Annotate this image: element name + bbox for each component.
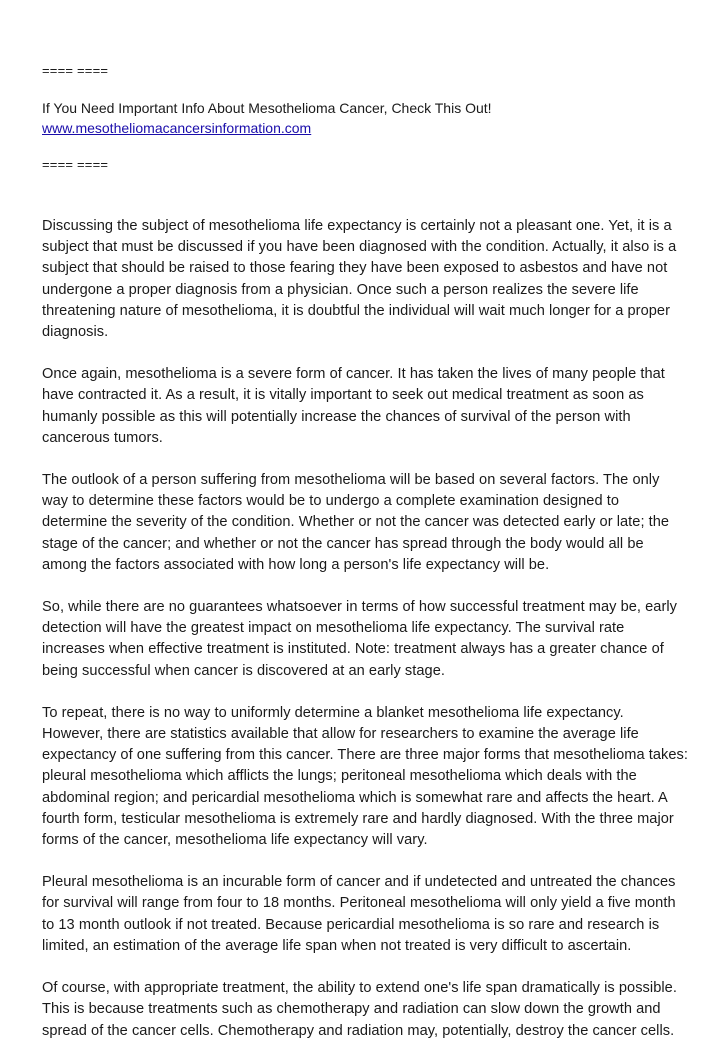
- website-link[interactable]: www.mesotheliomacancersinformation.com: [42, 120, 312, 136]
- paragraph: Discussing the subject of mesothelioma life expectancy is certainly not a pleasant one. Yet, it is a subject that must be discussed if you have been diagnosed with the condition. Actually, it also is a subject that should be raised to those fearing they have been exposed to asbestos and have not undergone a proper diagnosis from a physician. Once such a person realizes the severe life threatening nature of mesothelioma, it is doubtful the individual will wait much longer for a proper diagnosis.: [42, 218, 677, 341]
- paragraph: Of course, with appropriate treatment, the ability to extend one's life span dramatically is possible. This is because treatments such as chemotherapy and radiation can slow down the growth and spread of the cancer cells. Chemotherapy and radiation may, potentially, destroy the cancer cells.: [42, 980, 677, 1039]
- separator-top: ==== ====: [42, 63, 109, 78]
- paragraph: So, while there are no guarantees whatsoever in terms of how successful treatment may be, early detection will have the greatest impact on mesothelioma life expectancy. The survival rate increases when effective treatment is instituted. Note: treatment always has a greater chance of being successful when cancer is discovered at an early stage.: [42, 599, 678, 679]
- paragraph: The outlook of a person suffering from mesothelioma will be based on several factors. The only way to determine these factors would be to undergo a complete examination designed to determine the severity of the condition. Whether or not the cancer was detected early or late; the stage of the cancer; and whether or not the cancer has spread through the body would all be among the factors associated with how long a person's life expectancy will be.: [42, 472, 670, 573]
- paragraph: Once again, mesothelioma is a severe form of cancer. It has taken the lives of many people that have contracted it. As a result, it is vitally important to seek out medical treatment as soon as humanly possible as this will potentially increase the chances of survival of the person with cancerous tumors.: [42, 366, 665, 446]
- article-body: [42, 216, 688, 1042]
- separator-bottom: ==== ====: [42, 157, 109, 172]
- promo-title: If You Need Important Info About Mesothelioma Cancer, Check This Out!: [42, 100, 492, 116]
- paragraph: Pleural mesothelioma is an incurable form of cancer and if undetected and untreated the chances for survival will range from four to 18 months. Peritoneal mesothelioma will only yield a five month to 13 month outlook if not treated. Because pericardial mesothelioma is so rare and research is limited, an estimation of the average life span when not treated is very difficult to ascertain.: [42, 874, 676, 954]
- document-page: [42, 62, 688, 1063]
- paragraph: To repeat, there is no way to uniformly determine a blanket mesothelioma life expectancy. However, there are statistics available that allow for researchers to examine the average life expectancy of one suffering from this cancer. There are three major forms that mesothelioma takes: pleural mesothelioma which afflicts the lungs; peritoneal mesothelioma which deals with the abdominal region; and pericardial mesothelioma which is somewhat rare and affects the heart. A fourth form, testicular mesothelioma is extremely rare and hardly diagnosed. With the three major forms of the cancer, mesothelioma life expectancy will vary.: [42, 704, 688, 849]
